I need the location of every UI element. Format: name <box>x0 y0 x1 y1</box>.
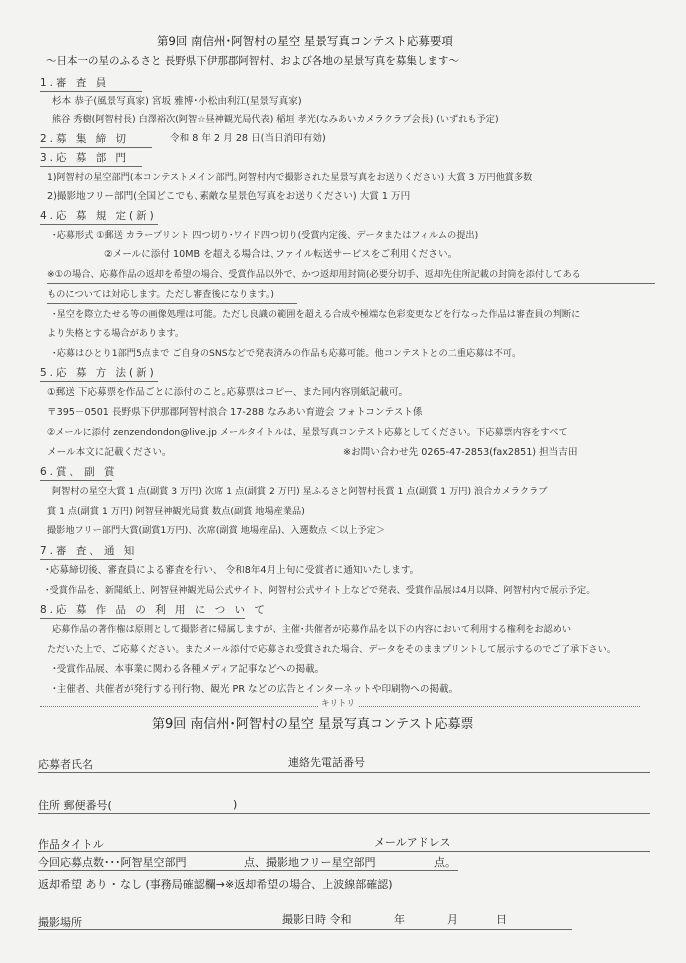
method-contact: ※お問い合わせ先 0265-47-2853(fax2851) 担当吉田 <box>343 447 578 458</box>
page-subtitle: ～日本一の星のふるさと 長野県下伊那郡阿智村、および各地の星景写真を募集します～ <box>46 55 459 67</box>
prizes-line-1: 阿智村の星空大賞 1 点(副賞 3 万円) 次席 1 点(副賞 2 万円) 星ふるさと阿智村長賞 1 点(副賞 1 万円) 浪合カメラクラブ <box>52 486 548 497</box>
prizes-line-2: 賞 1 点(副賞 1 万円) 阿智昼神観光局賞 数点(副賞 地場産業品) <box>47 506 305 517</box>
shooting-date-year: 年 <box>394 913 405 926</box>
rules-line-5: ･星空を際立たせる等の画像処理は可能。ただし良識の範囲を超える合成や極端な色彩変更などを行なった作品は審査員の判断に <box>52 309 581 320</box>
categories-line-1: 1)阿智村の星空部門(本コンテストメイン部門｡阿智村内で撮影された星景写真をお送りください) 大賞 3 万円他賞多数 <box>47 172 533 183</box>
section-notify-heading: 7.審 査､ 通 知 <box>40 545 138 557</box>
email-label: メールアドレス <box>374 836 451 849</box>
entry-count-label: 今回応募点数･･･阿智星空部門 <box>38 856 187 869</box>
judges-line-2: 熊谷 秀樹(阿智村長) 白澤裕次(阿智☆昼神観光局代表) 稲垣 孝光(なみあいカメラクラブ会長) (いずれも予定) <box>52 114 499 125</box>
wavy-underline <box>47 283 655 284</box>
address-label: 住所 郵便番号( <box>38 799 112 812</box>
section-method-heading: 5.応 募 方 法(新) <box>40 367 157 379</box>
usage-line-3: ･受賞作品展、本事業に関わる各種メディア記事などへの掲載。 <box>52 664 325 675</box>
form-title: 第9回 南信州･阿智村の星空 星景写真コンテスト応募票 <box>152 717 474 732</box>
section-judges-heading: 1.審 査 員 <box>40 77 110 89</box>
notify-line-1: ･応募締切後、審査員による審査を行い、 令和8年4月上旬に受賞者に通知いたします。 <box>45 565 420 576</box>
categories-line-2: 2)撮影地フリー部門(全国どこでも､素敵な星景色写真をお送りください) 大賞 1 万円 <box>47 191 411 202</box>
deadline-text: 令和 8 年 2 月 28 日(当日消印有効) <box>170 133 326 144</box>
usage-line-4: ･主催者、共催者が発行する刊行物、観光 PR などの広告とインターネットや印刷物への掲載。 <box>52 684 459 695</box>
phone-label: 連絡先電話番号 <box>288 756 365 769</box>
rules-line-3: ※①の場合、応募作品の返却を希望の場合、受賞作品以外で、かつ返却用封筒(必要分切手、返却先住所記載の封筒を添付してある <box>47 269 581 280</box>
entry-count-underline[interactable] <box>38 870 458 871</box>
method-line-4: メール本文に記載ください。 <box>47 447 172 458</box>
cut-label: キリトリ <box>318 700 358 709</box>
method-line-3: ②メールに添付 zenzendondon@live.jp メールタイトルは、星景写真コンテスト応募としてください。下応募票内容をすべて <box>47 427 568 438</box>
heading-underline <box>40 166 142 167</box>
heading-underline <box>40 480 112 481</box>
heading-underline <box>40 618 245 619</box>
return-request-label: 返却希望 あり ･ なし (事務局確認欄→※返却希望の場合、上波線部確認) <box>38 878 393 891</box>
shooting-date-label: 撮影日時 令和 <box>282 913 352 926</box>
rules-line-1: ･応募形式 ①郵送 カラープリント 四つ切り･ワイド四つ切り(受賞内定後、データまたはフィルムの提出) <box>52 230 479 241</box>
method-line-2: 〒395－0501 長野県下伊那郡阿智村浪合 17-288 なみあい育遊会 フォトコンテスト係 <box>47 407 423 418</box>
section-rules-heading: 4.応 募 規 定(新) <box>40 210 157 222</box>
entry-count-unit-1: 点、撮影地フリー星空部門 <box>244 856 376 869</box>
heading-underline <box>40 559 132 560</box>
name-phone-underline[interactable] <box>38 772 650 773</box>
heading-underline <box>40 91 142 92</box>
page-title: 第9回 南信州･阿智村の星空 星景写真コンテスト応募要項 <box>157 34 453 48</box>
wavy-underline <box>47 303 297 304</box>
rules-line-2: ②メールに添付 10MB を超える場合は､ファイル転送サービスをご利用ください｡ <box>104 249 453 260</box>
work-title-underline[interactable] <box>38 851 650 852</box>
notify-line-2: ･受賞作品を、新聞紙上、阿智昼神観光局公式サイト、阿智村公式サイト上などで発表、受賞作品展は4月以降、阿智村内で展示予定。 <box>45 585 596 596</box>
method-line-1: ①郵送 下応募票を作品ごとに添付のこと｡応募票はコピー、また同内容別紙記載可｡ <box>47 387 404 398</box>
shooting-underline[interactable] <box>38 929 572 930</box>
prizes-line-3: 撮影地フリー部門大賞(副賞1万円)、次席(副賞 地場産品)、入選数点 ＜以上予定＞ <box>47 525 386 536</box>
rules-line-7: ･応募はひとり1部門5点まで ご自身のSNSなどで発表済みの作品も応募可能。他コンテストとの二重応募は不可。 <box>52 348 522 359</box>
entry-count-unit-2: 点。 <box>434 856 456 869</box>
work-title-label: 作品タイトル <box>38 838 104 851</box>
shooting-place-label: 撮影場所 <box>38 916 82 929</box>
shooting-date-month: 月 <box>447 913 458 926</box>
address-underline[interactable] <box>38 813 650 814</box>
section-categories-heading: 3.応 募 部 門 <box>40 152 130 164</box>
rules-line-4: ものについては対応します。ただし審査後になります。) <box>47 289 275 300</box>
applicant-name-label: 応募者氏名 <box>38 758 93 771</box>
usage-line-2: ただいた上で、ご応募ください。またメール添付で応募され受賞された場合、データをそのままプリントして展示するのでご了承下さい。 <box>47 644 616 655</box>
shooting-date-day: 日 <box>496 913 507 926</box>
heading-underline <box>40 147 152 148</box>
section-usage-heading: 8.応 募 作 品 の 利 用 に つ い て <box>40 604 268 616</box>
address-paren-close: ) <box>233 798 238 811</box>
judges-line-1: 杉本 恭子(風景写真家) 宮坂 雅博･小松由利江(星景写真家) <box>52 96 302 107</box>
usage-line-1: 応募作品の著作権は原則として撮影者に帰属しますが、主催･共催者が応募作品を以下の内容において利用する権利をお認めい <box>52 624 572 635</box>
heading-underline <box>40 381 158 382</box>
section-deadline-heading: 2.募 集 締 切 <box>40 133 130 145</box>
section-prizes-heading: 6.賞､ 副 賞 <box>40 466 118 478</box>
rules-line-6: より失格とする場合があります。 <box>47 328 185 339</box>
heading-underline <box>40 224 158 225</box>
